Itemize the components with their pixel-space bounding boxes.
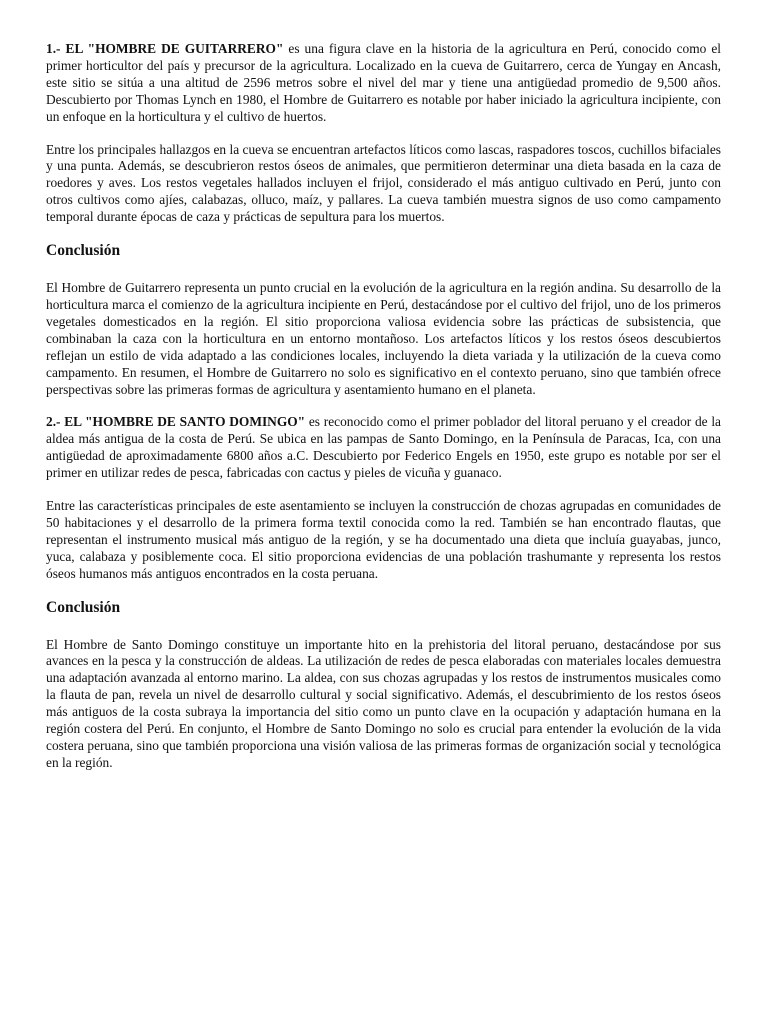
section1-conclusion-paragraph: El Hombre de Guitarrero representa un punto crucial en la evolución de la agricultura en la región andina. Su desarrollo de la horticultura marca el comienzo de la agricultura incipiente en Perú, destacándose por el cultivo del frijol, uno de los primeros vegetales domesticados en la región. El sitio proporciona valiosa evidencia sobre las prácticas de subsistencia, que combinaban la caza con la horticultura en un entorno montañoso. Los artefactos líticos y los restos óseos descubiertos reflejan un estilo de vida adaptado a las condiciones locales, incluyendo la dieta variada y la utilización de la cueva como campamento. En resumen, el Hombre de Guitarrero no solo es significativo en el contexto peruano, sino que también ofrece perspectivas sobre las primeras formas de agricultura y asentamiento humano en el planeta. (46, 280, 721, 397)
section2-lead: 2.- EL "HOMBRE DE SANTO DOMINGO" (46, 414, 306, 430)
section2-intro-text: es reconocido como el primer poblador del litoral peruano y el creador de la aldea más antigua de la costa de Perú. Se ubica en las pampas de Santo Domingo, en la Península de Paracas, Ica, con una antigüedad de aproximadamente 6800 años a.C. Descubierto por Federico Engels en 1950, este grupo es notable por ser el primer en utilizar redes de pesca, fabricadas con cactus y pieles de vicuña y guanaco. (46, 414, 722, 481)
section1-findings-paragraph: Entre los principales hallazgos en la cueva se encuentran artefactos líticos como lascas, raspadores toscos, cuchillos bifaciales y una punta. Además, se descubrieron restos óseos de animales, que permitieron determinar una dieta basada en la caza de roedores y aves. Los restos vegetales hallados incluyen el frijol, considerado el más antiguo cultivado en Perú, junto con otros cultivos como ajíes, calabazas, olluco, maíz, y pallares. La cueva también muestra signos de uso como campamento temporal durante épocas de caza y prácticas de sepultura para los muertos. (46, 141, 721, 225)
section2-conclusion-heading: Conclusión (46, 598, 121, 616)
section2-intro-paragraph (46, 414, 721, 482)
section1-lead: 1.- EL "HOMBRE DE GUITARRERO" (46, 41, 284, 56)
document-page (46, 41, 721, 788)
section2-conclusion-paragraph: El Hombre de Santo Domingo constituye un importante hito en la prehistoria del litoral peruano, destacándose por sus avances en la pesca y la construcción de aldeas. La utilización de redes de pesca elaboradas con materiales locales demuestra una adaptación avanzada al entorno marino. La aldea, con sus chozas agrupadas y los restos de instrumentos musicales como la flauta de pan, revela un nivel de desarrollo cultural y social significativo. Además, el descubrimiento de los restos óseos más antiguos de la costa subraya la importancia del sitio como un punto clave en la ocupación y adaptación humana en la región costera del Perú. En conjunto, el Hombre de Santo Domingo no solo es crucial para entender la evolución de la vida costera peruana, sino que también proporciona una visión valiosa de las primeras formas de organización social y tecnológica en la región. (46, 636, 721, 770)
section2-features-paragraph: Entre las características principales de este asentamiento se incluyen la construcción de chozas agrupadas en comunidades de 50 habitaciones y el desarrollo de la primera forma textil conocida como la red. También se han encontrado flautas, que representan el instrumento musical más antiguo de la región, y se ha documentado una dieta que incluía guayabas, junco, yuca, calabaza y posiblemente coca. El sitio proporciona evidencias de una población trashumante y representa los restos óseos humanos más antiguos encontrados en la costa peruana. (46, 498, 721, 581)
section1-intro-text: es una figura clave en la historia de la agricultura en Perú, conocido como el primer horticultor del país y precursor de la agricultura. Localizado en la cueva de Guitarrero, cerca de Yungay en Ancash, este sitio se sitúa a una altitud de 2596 metros sobre el nivel del mar y tiene una antigüedad promedio de 9,500 años. Descubierto por Thomas Lynch en 1980, el Hombre de Guitarrero es notable por haber iniciado la agricultura incipiente, con un enfoque en la horticultura y el cultivo de huertos. (46, 41, 721, 124)
section1-conclusion-heading: Conclusión (46, 242, 121, 260)
section1-intro-paragraph (46, 41, 721, 126)
